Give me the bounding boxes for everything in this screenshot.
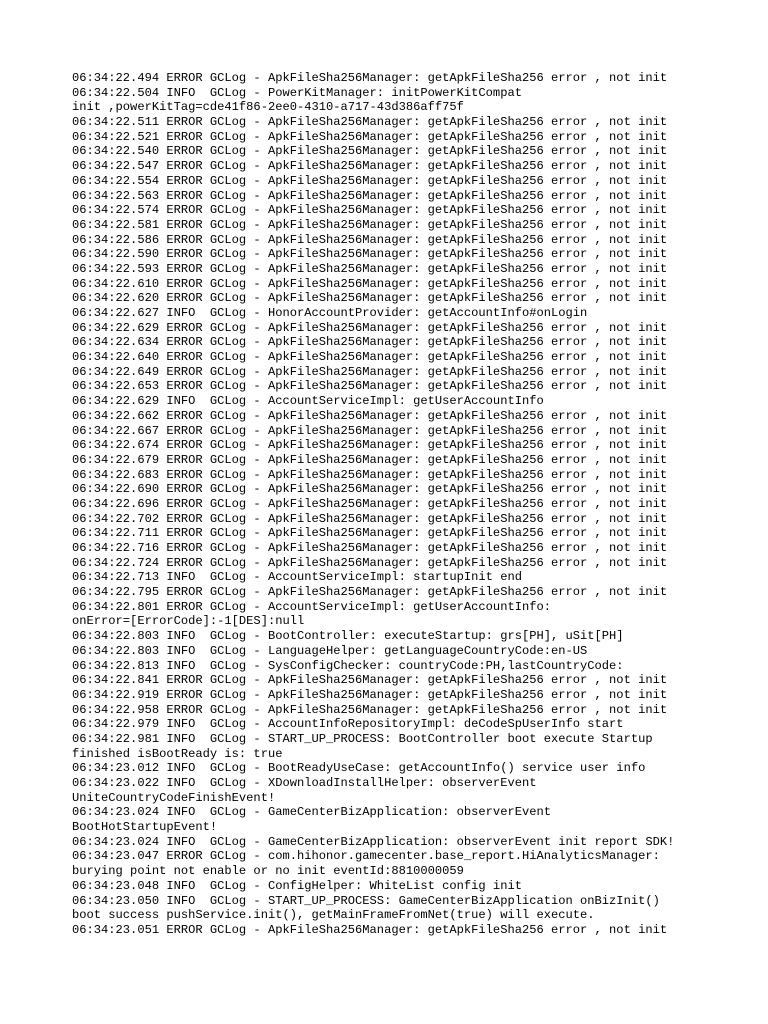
log-line: 06:34:22.674 ERROR GCLog - ApkFileSha256Manager: getApkFileSha256 error , not init [72, 438, 668, 453]
log-line: 06:34:22.581 ERROR GCLog - ApkFileSha256Manager: getApkFileSha256 error , not init [72, 217, 668, 232]
log-line: burying point not enable or no init eventId:8810000059 [72, 864, 464, 879]
log-line: 06:34:22.634 ERROR GCLog - ApkFileSha256Manager: getApkFileSha256 error , not init [72, 335, 668, 350]
log-line: 06:34:22.841 ERROR GCLog - ApkFileSha256Manager: getApkFileSha256 error , not init [72, 673, 668, 688]
log-line: 06:34:22.683 ERROR GCLog - ApkFileSha256Manager: getApkFileSha256 error , not init [72, 467, 668, 482]
log-line: 06:34:23.024 INFO GCLog - GameCenterBizApplication: observerEvent [72, 805, 551, 820]
log-line: 06:34:23.048 INFO GCLog - ConfigHelper: WhiteList config init [72, 878, 522, 893]
log-line: 06:34:22.540 ERROR GCLog - ApkFileSha256Manager: getApkFileSha256 error , not init [72, 144, 668, 159]
log-line: 06:34:22.494 ERROR GCLog - ApkFileSha256Manager: getApkFileSha256 error , not init [72, 71, 668, 85]
log-line: 06:34:22.958 ERROR GCLog - ApkFileSha256Manager: getApkFileSha256 error , not init [72, 702, 668, 717]
log-line: 06:34:22.716 ERROR GCLog - ApkFileSha256Manager: getApkFileSha256 error , not init [72, 541, 668, 555]
log-line: 06:34:22.629 ERROR GCLog - ApkFileSha256Manager: getApkFileSha256 error , not init [72, 320, 668, 335]
log-document [72, 71, 712, 938]
log-line: 06:34:22.574 ERROR GCLog - ApkFileSha256Manager: getApkFileSha256 error , not init [72, 203, 668, 218]
log-line: BootHotStartupEvent! [72, 820, 218, 835]
log-line: onError=[ErrorCode]:-1[DES]:null [72, 614, 305, 629]
log-line: 06:34:22.919 ERROR GCLog - ApkFileSha256Manager: getApkFileSha256 error , not init [72, 687, 668, 702]
log-line: 06:34:22.711 ERROR GCLog - ApkFileSha256Manager: getApkFileSha256 error , not init [72, 526, 668, 541]
log-line: 06:34:23.051 ERROR GCLog - ApkFileSha256Manager: getApkFileSha256 error , not init [72, 922, 668, 937]
log-line: 06:34:22.521 ERROR GCLog - ApkFileSha256Manager: getApkFileSha256 error , not init [72, 129, 668, 144]
log-line: 06:34:23.022 INFO GCLog - XDownloadInstallHelper: observerEvent [72, 776, 537, 790]
log-line: 06:34:22.586 ERROR GCLog - ApkFileSha256Manager: getApkFileSha256 error , not init [72, 232, 668, 247]
log-line: 06:34:22.667 ERROR GCLog - ApkFileSha256Manager: getApkFileSha256 error , not init [72, 423, 668, 438]
log-line: 06:34:22.801 ERROR GCLog - AccountServiceImpl: getUserAccountInfo: [72, 599, 551, 614]
log-line: 06:34:22.979 INFO GCLog - AccountInfoRepositoryImpl: deCodeSpUserInfo start [72, 717, 624, 732]
log-line: UniteCountryCodeFinishEvent! [72, 790, 276, 805]
log-line: 06:34:22.627 INFO GCLog - HonorAccountProvider: getAccountInfo#onLogin [72, 306, 588, 320]
log-line: 06:34:23.050 INFO GCLog - START_UP_PROCESS: GameCenterBizApplication onBizInit() [72, 893, 660, 908]
log-line: 06:34:22.981 INFO GCLog - START_UP_PROCESS: BootController boot execute Startup [72, 731, 653, 746]
log-line: 06:34:22.803 INFO GCLog - BootController: executeStartup: grs[PH], uSit[PH] [72, 629, 624, 644]
log-line: 06:34:22.813 INFO GCLog - SysConfigChecker: countryCode:PH,lastCountryCode: [72, 658, 624, 673]
log-line: 06:34:22.504 INFO GCLog - PowerKitManager: initPowerKitCompat [72, 85, 522, 100]
log-line: 06:34:22.724 ERROR GCLog - ApkFileSha256Manager: getApkFileSha256 error , not init [72, 555, 668, 570]
log-line: 06:34:22.713 INFO GCLog - AccountServiceImpl: startupInit end [72, 570, 522, 585]
log-line: 06:34:22.640 ERROR GCLog - ApkFileSha256Manager: getApkFileSha256 error , not init [72, 350, 668, 365]
log-line: 06:34:22.679 ERROR GCLog - ApkFileSha256Manager: getApkFileSha256 error , not init [72, 452, 668, 467]
log-line: 06:34:23.012 INFO GCLog - BootReadyUseCase: getAccountInfo() service user info [72, 761, 646, 776]
log-line: 06:34:22.649 ERROR GCLog - ApkFileSha256Manager: getApkFileSha256 error , not init [72, 364, 668, 379]
log-line: 06:34:22.653 ERROR GCLog - ApkFileSha256Manager: getApkFileSha256 error , not init [72, 379, 668, 394]
log-line: boot success pushService.init(), getMainFrameFromNet(true) will execute. [72, 908, 595, 923]
log-line: 06:34:23.024 INFO GCLog - GameCenterBizApplication: observerEvent init report SDK! [72, 834, 675, 849]
log-line: 06:34:22.563 ERROR GCLog - ApkFileSha256Manager: getApkFileSha256 error , not init [72, 188, 668, 203]
log-line: 06:34:22.590 ERROR GCLog - ApkFileSha256Manager: getApkFileSha256 error , not init [72, 247, 668, 262]
log-line: 06:34:22.696 ERROR GCLog - ApkFileSha256Manager: getApkFileSha256 error , not init [72, 496, 668, 511]
log-line: 06:34:22.629 INFO GCLog - AccountServiceImpl: getUserAccountInfo [72, 394, 544, 409]
log-line: 06:34:22.690 ERROR GCLog - ApkFileSha256Manager: getApkFileSha256 error , not init [72, 482, 668, 497]
log-line: init ,powerKitTag=cde41f86-2ee0-4310-a717-43d386aff75f [72, 100, 464, 115]
log-line: 06:34:22.554 ERROR GCLog - ApkFileSha256Manager: getApkFileSha256 error , not init [72, 173, 668, 188]
log-line: 06:34:22.702 ERROR GCLog - ApkFileSha256Manager: getApkFileSha256 error , not init [72, 511, 668, 526]
log-line: 06:34:22.803 INFO GCLog - LanguageHelper: getLanguageCountryCode:en-US [72, 643, 588, 658]
log-line: 06:34:22.511 ERROR GCLog - ApkFileSha256Manager: getApkFileSha256 error , not init [72, 115, 668, 130]
log-line: 06:34:22.547 ERROR GCLog - ApkFileSha256Manager: getApkFileSha256 error , not init [72, 159, 668, 174]
log-line: 06:34:22.620 ERROR GCLog - ApkFileSha256Manager: getApkFileSha256 error , not init [72, 291, 668, 306]
log-line: 06:34:22.610 ERROR GCLog - ApkFileSha256Manager: getApkFileSha256 error , not init [72, 276, 668, 291]
log-line: finished isBootReady is: true [72, 746, 283, 761]
log-line: 06:34:22.795 ERROR GCLog - ApkFileSha256Manager: getApkFileSha256 error , not init [72, 585, 668, 600]
log-line: 06:34:22.593 ERROR GCLog - ApkFileSha256Manager: getApkFileSha256 error , not init [72, 261, 668, 276]
log-line: 06:34:23.047 ERROR GCLog - com.hihonor.gamecenter.base_report.HiAnalyticsManager: [72, 849, 660, 864]
log-line: 06:34:22.662 ERROR GCLog - ApkFileSha256Manager: getApkFileSha256 error , not init [72, 408, 668, 423]
